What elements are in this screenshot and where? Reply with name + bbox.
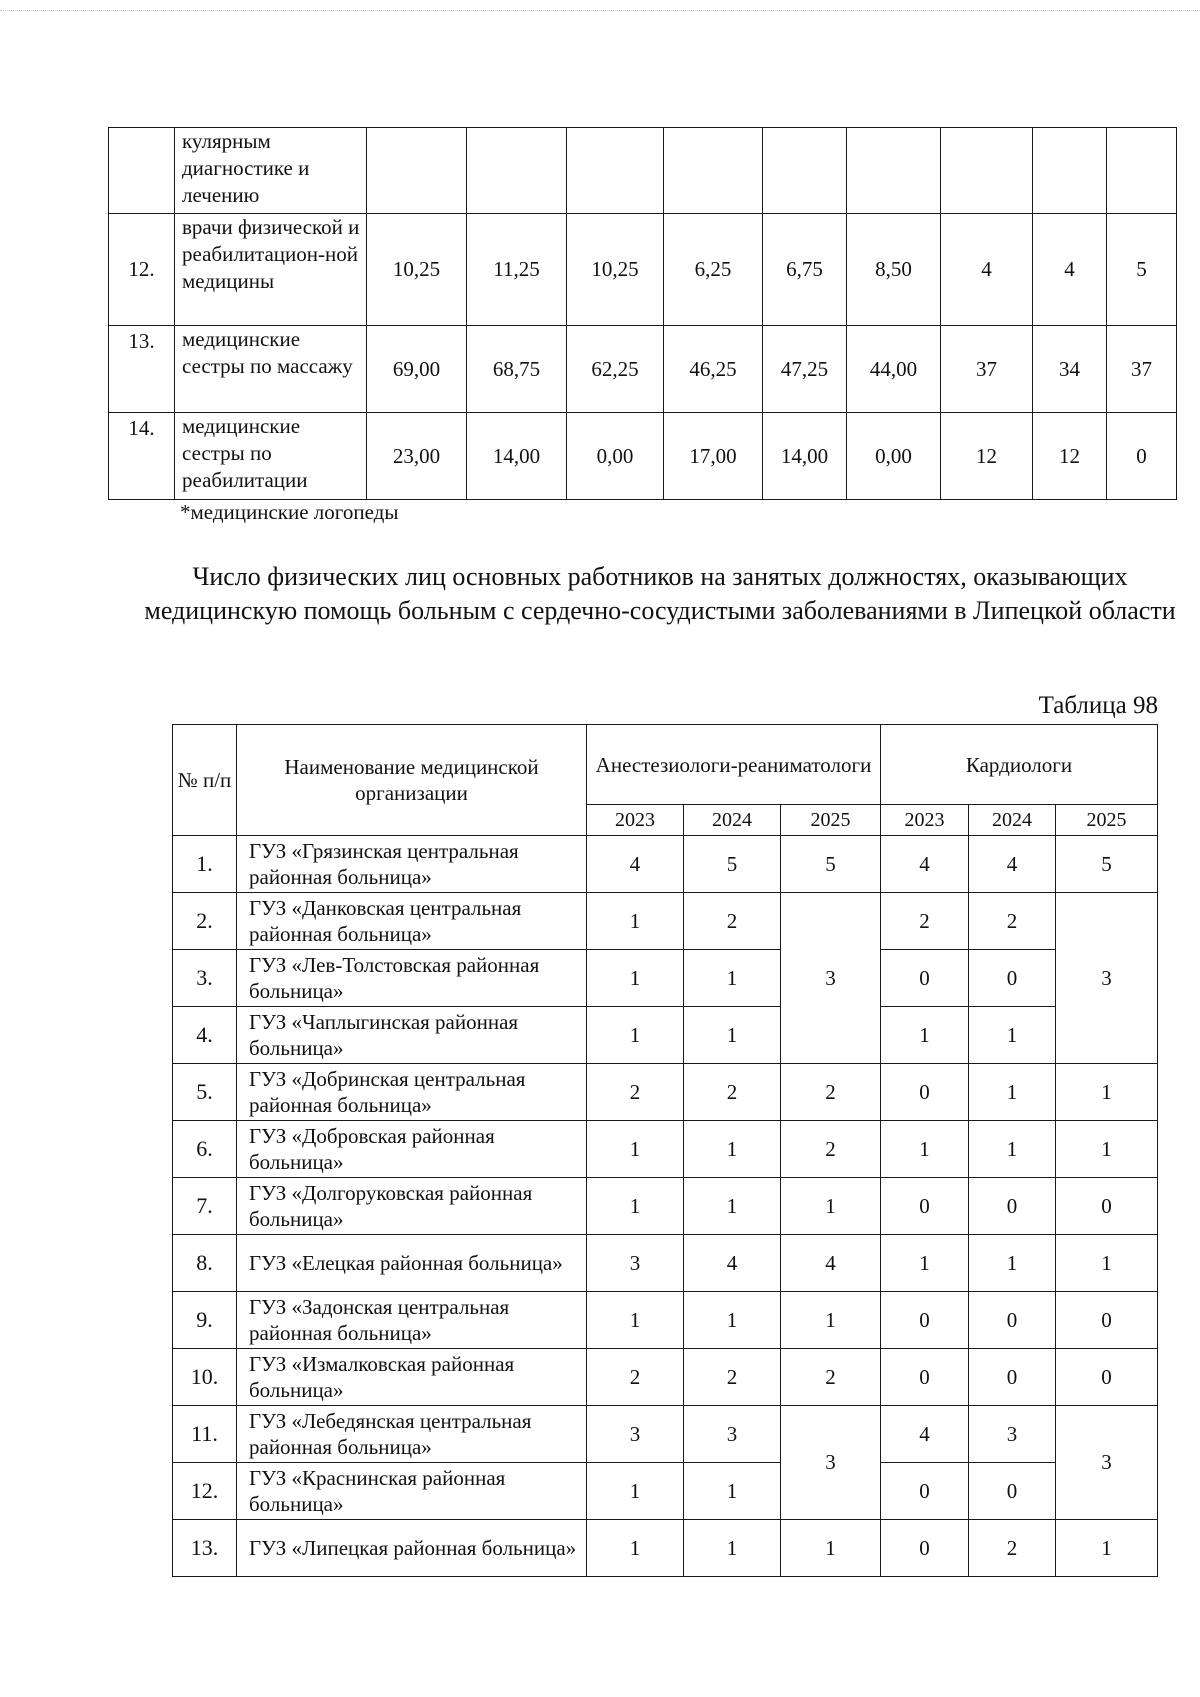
cell: 2 — [969, 1520, 1056, 1577]
cell — [1033, 128, 1107, 214]
cell: 0 — [1056, 1292, 1158, 1349]
cell: 37 — [941, 326, 1033, 413]
row-label: медицинские сестры по реабилитации — [175, 413, 367, 500]
cell: 1 — [684, 1007, 781, 1064]
cell: 2 — [684, 1349, 781, 1406]
row-number: 12. — [109, 214, 175, 326]
table-row — [173, 1349, 1158, 1406]
organization-name: ГУЗ «Данковская центральная районная больница» — [237, 893, 587, 950]
table-row — [109, 413, 1177, 500]
organization-name: ГУЗ «Елецкая районная больница» — [237, 1235, 587, 1292]
merged-cell: 3 — [781, 893, 881, 1064]
cell: 4 — [587, 836, 684, 893]
cell: 4 — [881, 1406, 969, 1463]
cell: 0 — [881, 1463, 969, 1520]
cell — [664, 128, 763, 214]
cell: 5 — [781, 836, 881, 893]
previous-table — [108, 127, 1177, 500]
cell: 0 — [881, 1064, 969, 1121]
cell — [941, 128, 1033, 214]
cell: 1 — [587, 1007, 684, 1064]
cell: 3 — [684, 1406, 781, 1463]
organization-name: ГУЗ «Измалковская районная больница» — [237, 1349, 587, 1406]
table-row — [173, 1292, 1158, 1349]
organization-name: ГУЗ «Задонская центральная районная больница» — [237, 1292, 587, 1349]
cell: 2 — [881, 893, 969, 950]
cell: 1 — [1056, 1520, 1158, 1577]
cell: 0 — [881, 1520, 969, 1577]
header-num: № п/п — [173, 725, 237, 836]
cell: 4 — [969, 836, 1056, 893]
row-number: 5. — [173, 1064, 237, 1121]
cell: 2 — [969, 893, 1056, 950]
header-org: Наименование медицинской организации — [237, 725, 587, 836]
organization-name: ГУЗ «Лев-Толстовская районная больница» — [237, 950, 587, 1007]
table-98 — [172, 724, 1158, 1577]
cell — [847, 128, 941, 214]
cell: 2 — [781, 1121, 881, 1178]
cell: 1 — [781, 1520, 881, 1577]
year-header: 2025 — [1056, 805, 1158, 836]
organization-name: ГУЗ «Долгоруковская районная больница» — [237, 1178, 587, 1235]
cell: 14,00 — [763, 413, 847, 500]
cell: 69,00 — [367, 326, 467, 413]
cell: 34 — [1033, 326, 1107, 413]
organization-name: ГУЗ «Добровская районная больница» — [237, 1121, 587, 1178]
cell: 2 — [587, 1064, 684, 1121]
cell: 0,00 — [847, 413, 941, 500]
cell: 4 — [781, 1235, 881, 1292]
row-number — [109, 128, 175, 214]
cell: 0,00 — [567, 413, 664, 500]
cell: 10,25 — [567, 214, 664, 326]
cell: 1 — [781, 1178, 881, 1235]
cell: 0 — [881, 1349, 969, 1406]
cell: 5 — [684, 836, 781, 893]
cell: 0 — [881, 1292, 969, 1349]
cell: 1 — [684, 1463, 781, 1520]
organization-name: ГУЗ «Лебедянская центральная районная больница» — [237, 1406, 587, 1463]
cell: 4 — [881, 836, 969, 893]
cell: 23,00 — [367, 413, 467, 500]
row-number: 10. — [173, 1349, 237, 1406]
table-row — [173, 1064, 1158, 1121]
cell: 3 — [587, 1406, 684, 1463]
year-header: 2024 — [969, 805, 1056, 836]
table-row — [173, 1463, 1158, 1520]
cell: 2 — [684, 893, 781, 950]
cell: 2 — [781, 1349, 881, 1406]
cell: 0 — [969, 1349, 1056, 1406]
table-row — [173, 1235, 1158, 1292]
cell: 1 — [684, 950, 781, 1007]
row-number: 3. — [173, 950, 237, 1007]
merged-cell: 3 — [781, 1406, 881, 1520]
row-label: врачи физической и реабилитацион-ной медицины — [175, 214, 367, 326]
cell: 1 — [684, 1520, 781, 1577]
cell: 1 — [881, 1121, 969, 1178]
cell: 44,00 — [847, 326, 941, 413]
cell: 47,25 — [763, 326, 847, 413]
cell: 1 — [1056, 1235, 1158, 1292]
cell: 0 — [969, 1463, 1056, 1520]
cell: 1 — [969, 1007, 1056, 1064]
row-number: 13. — [173, 1520, 237, 1577]
cell — [367, 128, 467, 214]
section-title: Число физических лиц основных работников на занятых должностях, оказывающих медицинскую помощь больным с сердечно-сосудистыми заболеваниями в Липецкой области — [144, 562, 1176, 625]
cell: 0 — [969, 1178, 1056, 1235]
cell: 3 — [587, 1235, 684, 1292]
cell: 12 — [1033, 413, 1107, 500]
table-row — [173, 950, 1158, 1007]
row-number: 11. — [173, 1406, 237, 1463]
cell: 0 — [969, 950, 1056, 1007]
cell: 1 — [881, 1007, 969, 1064]
cell: 2 — [587, 1349, 684, 1406]
cell: 4 — [1033, 214, 1107, 326]
table-row — [109, 128, 1177, 214]
header-row — [173, 725, 1158, 805]
year-header: 2025 — [781, 805, 881, 836]
cell: 2 — [781, 1064, 881, 1121]
cell: 0 — [969, 1292, 1056, 1349]
year-header: 2023 — [881, 805, 969, 836]
cell: 1 — [881, 1235, 969, 1292]
cell: 1 — [684, 1121, 781, 1178]
cell: 0 — [1056, 1178, 1158, 1235]
cell: 3 — [969, 1406, 1056, 1463]
cell: 1 — [587, 1520, 684, 1577]
cell: 5 — [1056, 836, 1158, 893]
cell: 11,25 — [467, 214, 567, 326]
table-row — [109, 214, 1177, 326]
table-row — [173, 1178, 1158, 1235]
cell: 1 — [969, 1235, 1056, 1292]
cell: 0 — [881, 1178, 969, 1235]
cell: 8,50 — [847, 214, 941, 326]
row-number: 1. — [173, 836, 237, 893]
footnote: *медицинские логопеды — [180, 500, 399, 524]
cell: 1 — [587, 1178, 684, 1235]
table-row — [173, 1007, 1158, 1064]
cell: 12 — [941, 413, 1033, 500]
cell: 37 — [1107, 326, 1177, 413]
cell: 6,75 — [763, 214, 847, 326]
row-number: 2. — [173, 893, 237, 950]
cell: 1 — [684, 1178, 781, 1235]
cell: 1 — [1056, 1121, 1158, 1178]
cell: 2 — [684, 1064, 781, 1121]
row-number: 4. — [173, 1007, 237, 1064]
cell: 17,00 — [664, 413, 763, 500]
cell: 1 — [587, 893, 684, 950]
cell — [467, 128, 567, 214]
organization-name: ГУЗ «Грязинская центральная районная больница» — [237, 836, 587, 893]
row-number: 12. — [173, 1463, 237, 1520]
cell: 6,25 — [664, 214, 763, 326]
cell: 1 — [781, 1292, 881, 1349]
cell: 46,25 — [664, 326, 763, 413]
cell: 1 — [684, 1292, 781, 1349]
cell — [567, 128, 664, 214]
cell: 0 — [1056, 1349, 1158, 1406]
table-row — [173, 893, 1158, 950]
cell: 68,75 — [467, 326, 567, 413]
page-top-edge — [0, 10, 1200, 11]
table-row — [173, 1520, 1158, 1577]
row-number: 8. — [173, 1235, 237, 1292]
row-number: 6. — [173, 1121, 237, 1178]
row-number: 14. — [109, 413, 175, 500]
cell: 4 — [941, 214, 1033, 326]
table-row — [173, 836, 1158, 893]
cell: 5 — [1107, 214, 1177, 326]
cell: 1 — [1056, 1064, 1158, 1121]
organization-name: ГУЗ «Чаплыгинская районная больница» — [237, 1007, 587, 1064]
cell: 4 — [684, 1235, 781, 1292]
organization-name: ГУЗ «Липецкая районная больница» — [237, 1520, 587, 1577]
year-header: 2024 — [684, 805, 781, 836]
cell: 1 — [587, 1292, 684, 1349]
table-label: Таблица 98 — [1038, 692, 1158, 719]
row-label: кулярным диагностике и лечению — [175, 128, 367, 214]
merged-cell: 3 — [1056, 1406, 1158, 1520]
cell: 1 — [587, 1463, 684, 1520]
cell: 1 — [969, 1121, 1056, 1178]
cell: 0 — [1107, 413, 1177, 500]
header-anesthesiologists: Анестезиологи-реаниматологи — [587, 725, 881, 805]
organization-name: ГУЗ «Добринская центральная районная больница» — [237, 1064, 587, 1121]
header-cardiologists: Кардиологи — [881, 725, 1158, 805]
cell: 1 — [587, 1121, 684, 1178]
cell — [1107, 128, 1177, 214]
row-number: 13. — [109, 326, 175, 413]
row-label: медицинские сестры по массажу — [175, 326, 367, 413]
cell — [763, 128, 847, 214]
cell: 1 — [969, 1064, 1056, 1121]
cell: 62,25 — [567, 326, 664, 413]
row-number: 7. — [173, 1178, 237, 1235]
cell: 1 — [587, 950, 684, 1007]
cell: 0 — [881, 950, 969, 1007]
merged-cell: 3 — [1056, 893, 1158, 1064]
row-number: 9. — [173, 1292, 237, 1349]
year-header: 2023 — [587, 805, 684, 836]
organization-name: ГУЗ «Краснинская районная больница» — [237, 1463, 587, 1520]
cell: 14,00 — [467, 413, 567, 500]
cell: 10,25 — [367, 214, 467, 326]
table-row — [109, 326, 1177, 413]
table-row — [173, 1406, 1158, 1463]
table-row — [173, 1121, 1158, 1178]
